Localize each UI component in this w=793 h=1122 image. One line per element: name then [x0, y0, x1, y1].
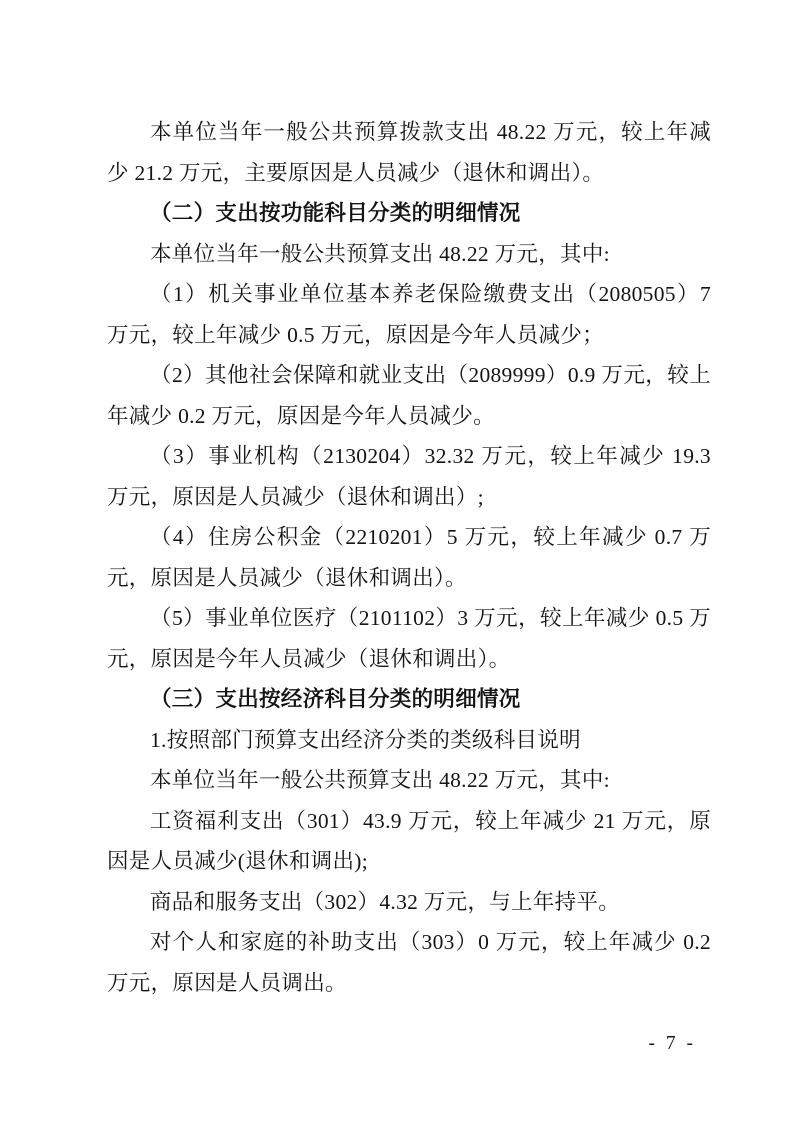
paragraph: 1.按照部门预算支出经济分类的类级科目说明 — [150, 727, 581, 752]
paragraph: （4）住房公积金（2210201）5 万元，较上年减少 0.7 万元，原因是人员减少（退休和调出）。 — [107, 525, 711, 590]
section-heading: （三）支出按经济科目分类的明细情况 — [150, 687, 521, 711]
paragraph: 本单位当年一般公共预算拨款支出 48.22 万元，较上年减少 21.2 万元，主要原因是人员减少（退休和调出）。 — [107, 120, 711, 185]
paragraph: （1）机关事业单位基本养老保险缴费支出（2080505）7 万元，较上年减少 0.5 万元，原因是今年人员减少； — [107, 282, 711, 347]
paragraph: （5）事业单位医疗（2101102）3 万元，较上年减少 0.5 万元，原因是今年人员减少（退休和调出）。 — [107, 606, 711, 671]
paragraph: （2）其他社会保障和就业支出（2089999）0.9 万元，较上年减少 0.2 万元，原因是今年人员减少。 — [107, 363, 711, 428]
paragraph: （3）事业机构（2130204）32.32 万元，较上年减少 19.3 万元，原因是人员减少（退休和调出）; — [107, 444, 711, 509]
paragraph: 对个人和家庭的补助支出（303）0 万元，较上年减少 0.2 万元，原因是人员调出。 — [107, 930, 711, 995]
paragraph: 本单位当年一般公共预算支出 48.22 万元，其中: — [150, 241, 610, 266]
paragraph: 商品和服务支出（302）4.32 万元，与上年持平。 — [150, 889, 621, 914]
paragraph: 本单位当年一般公共预算支出 48.22 万元，其中: — [150, 768, 610, 792]
page-number: - 7 - — [648, 1033, 696, 1054]
section-heading: （二）支出按功能科目分类的明细情况 — [150, 201, 521, 225]
paragraph: 工资福利支出（301）43.9 万元，较上年减少 21 万元，原因是人员减少(退休和调出); — [107, 808, 711, 873]
document-body — [107, 112, 711, 1003]
